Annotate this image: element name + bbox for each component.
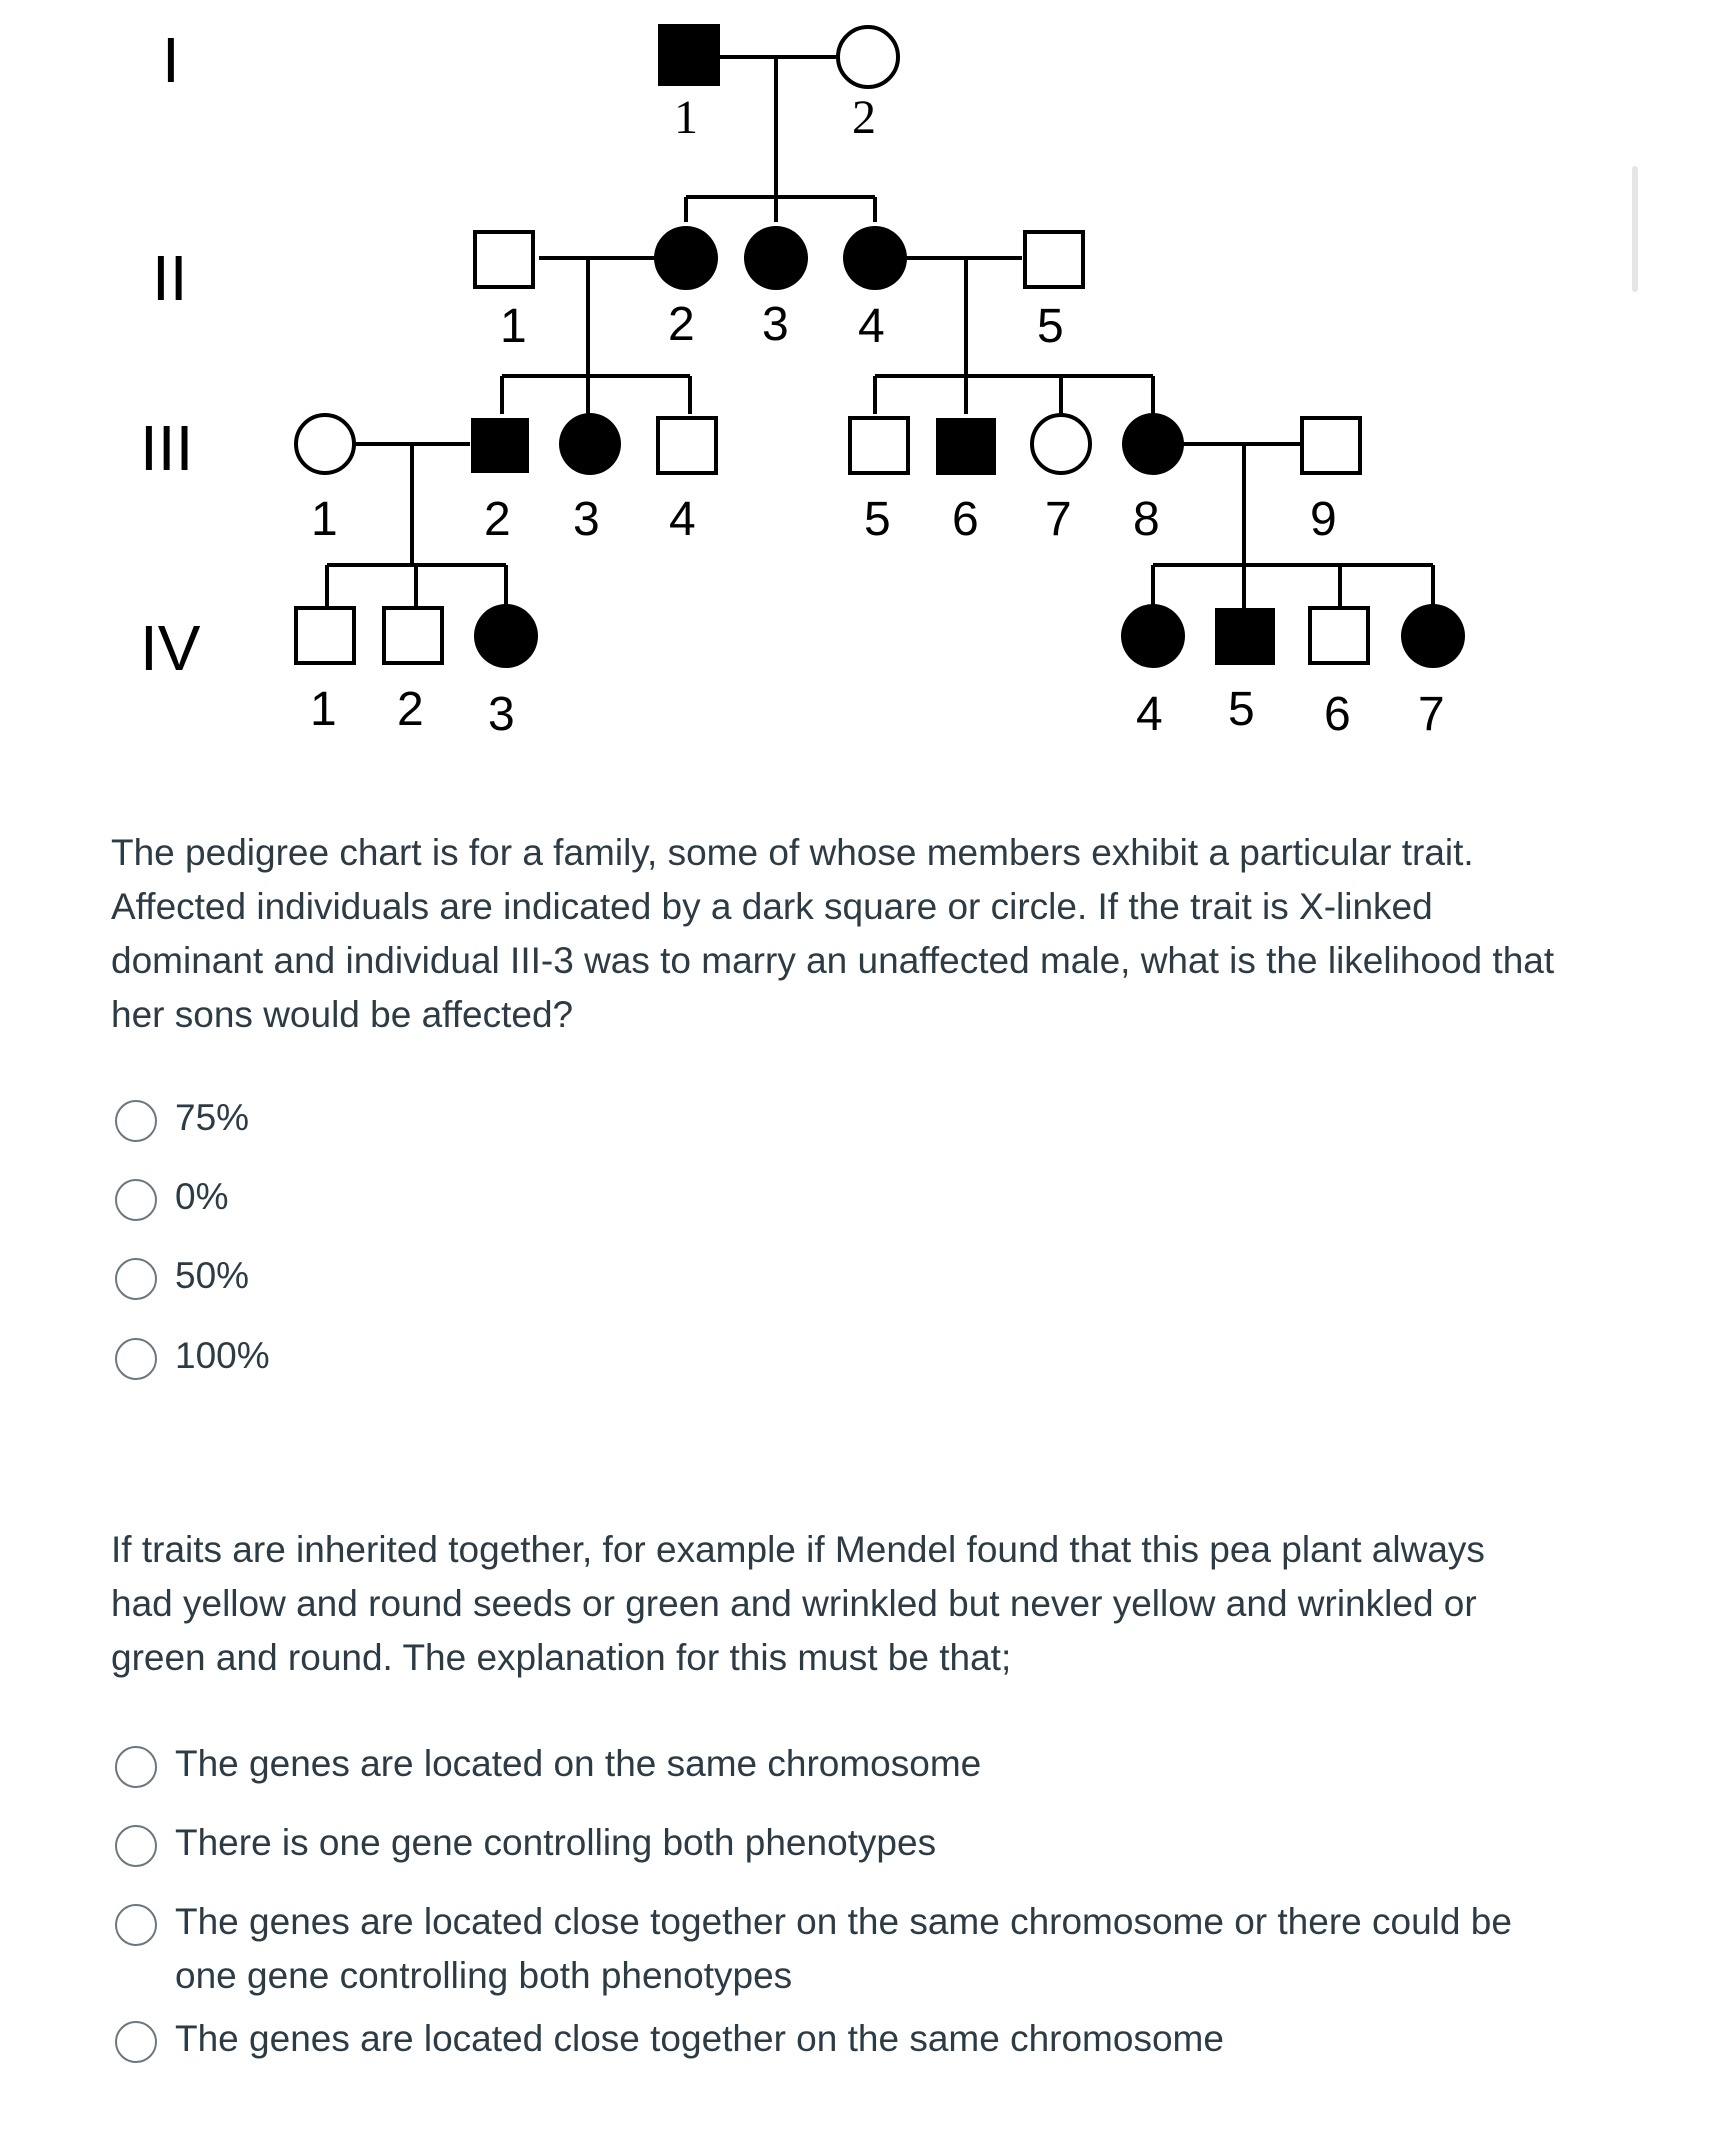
IV-4-affected-female bbox=[1121, 604, 1185, 668]
IV-3-affected-female bbox=[474, 604, 538, 668]
radio-button[interactable] bbox=[115, 1100, 157, 1142]
radio-button[interactable] bbox=[115, 1746, 157, 1788]
pedigree-chart bbox=[0, 0, 1717, 760]
answer-option[interactable] bbox=[115, 1823, 936, 1870]
num-II-1: 1 bbox=[500, 300, 527, 353]
gen-label-IV: IV bbox=[140, 612, 201, 684]
num-III-3: 3 bbox=[573, 493, 600, 546]
num-III-5: 5 bbox=[864, 493, 891, 546]
answer-option[interactable] bbox=[115, 2019, 1224, 2066]
radio-button[interactable] bbox=[115, 1338, 157, 1380]
III-7-unaffected-female bbox=[1032, 415, 1090, 473]
num-II-5: 5 bbox=[1037, 300, 1064, 353]
answer-label[interactable]: 100% bbox=[175, 1335, 270, 1376]
radio-button[interactable] bbox=[115, 1825, 157, 1867]
num-III-7: 7 bbox=[1045, 493, 1072, 546]
num-I-1: 1 bbox=[674, 91, 698, 144]
radio-button[interactable] bbox=[115, 1179, 157, 1221]
II-2-affected-female bbox=[654, 226, 718, 290]
num-III-4: 4 bbox=[669, 493, 696, 546]
III-9-unaffected-male bbox=[1302, 418, 1360, 473]
IV-7-affected-female bbox=[1401, 604, 1465, 668]
answer-option[interactable] bbox=[115, 1902, 1535, 2003]
II-5-unaffected-male bbox=[1025, 232, 1083, 287]
num-II-4: 4 bbox=[858, 300, 885, 353]
I-2-unaffected-female bbox=[838, 27, 898, 87]
answer-option[interactable] bbox=[115, 1336, 270, 1383]
question-1-text: The pedigree chart is for a family, some of whose members exhibit a particular trait. Affected individuals are indicated by a dark square or circle. If the trait is X-linked dominant and individual III-3 was to marry an unaffected male, what is the likelihood that her sons would be affected? bbox=[111, 832, 1555, 1035]
gen-label-III: III bbox=[140, 412, 194, 484]
num-III-2: 2 bbox=[484, 493, 511, 546]
II-3-affected-female bbox=[744, 226, 808, 290]
num-III-9: 9 bbox=[1310, 493, 1337, 546]
num-IV-7: 7 bbox=[1418, 688, 1445, 741]
III-3-affected-female bbox=[559, 413, 621, 475]
III-1-unaffected-female bbox=[296, 415, 354, 473]
answer-label[interactable]: 50% bbox=[175, 1255, 250, 1296]
II-1-unaffected-male bbox=[475, 232, 533, 287]
III-8-affected-female bbox=[1122, 413, 1184, 475]
answer-label[interactable]: The genes are located close together on the same chromosome or there could be one gene controlling both phenotypes bbox=[175, 1901, 1512, 1996]
answer-label[interactable]: The genes are located on the same chromosome bbox=[175, 1743, 982, 1784]
num-IV-5: 5 bbox=[1228, 683, 1255, 736]
II-4-affected-female bbox=[843, 226, 907, 290]
radio-button[interactable] bbox=[115, 1258, 157, 1300]
num-II-3: 3 bbox=[762, 298, 789, 351]
III-6-affected-male bbox=[936, 418, 996, 475]
num-IV-2: 2 bbox=[397, 683, 424, 736]
num-III-8: 8 bbox=[1133, 493, 1160, 546]
answer-option[interactable] bbox=[115, 1256, 249, 1303]
num-IV-1: 1 bbox=[310, 683, 337, 736]
answer-label[interactable]: 75% bbox=[175, 1097, 250, 1138]
num-III-1: 1 bbox=[311, 493, 338, 546]
scrollbar[interactable] bbox=[1632, 166, 1638, 292]
III-4-unaffected-male bbox=[658, 418, 716, 473]
num-III-6: 6 bbox=[952, 493, 979, 546]
gen-label-II: II bbox=[152, 242, 188, 314]
num-II-2: 2 bbox=[668, 298, 695, 351]
III-2-affected-male bbox=[471, 418, 529, 473]
num-IV-6: 6 bbox=[1324, 688, 1351, 741]
question-2-text: If traits are inherited together, for example if Mendel found that this pea plant always had yellow and round seeds or green and wrinkled but never yellow and wrinkled or green and round. The explanation for this must be that; bbox=[111, 1529, 1485, 1678]
answer-label[interactable]: There is one gene controlling both phenotypes bbox=[175, 1822, 937, 1863]
answer-label[interactable]: 0% bbox=[175, 1176, 229, 1217]
answer-option[interactable] bbox=[115, 1098, 249, 1145]
answer-option[interactable] bbox=[115, 1177, 228, 1224]
IV-1-unaffected-male bbox=[296, 608, 354, 663]
I-1-affected-male bbox=[660, 26, 718, 84]
answer-label[interactable]: The genes are located close together on the same chromosome bbox=[175, 2018, 1224, 2059]
num-IV-4: 4 bbox=[1136, 688, 1163, 741]
III-5-unaffected-male bbox=[850, 418, 908, 473]
radio-button[interactable] bbox=[115, 1904, 157, 1946]
radio-button[interactable] bbox=[115, 2021, 157, 2063]
IV-2-unaffected-male bbox=[384, 608, 442, 663]
num-IV-3: 3 bbox=[488, 688, 515, 741]
num-I-2: 2 bbox=[852, 91, 876, 144]
IV-5-affected-male bbox=[1215, 608, 1275, 665]
gen-label-I: I bbox=[162, 24, 180, 96]
IV-6-unaffected-male bbox=[1310, 608, 1368, 663]
answer-option[interactable] bbox=[115, 1744, 981, 1791]
